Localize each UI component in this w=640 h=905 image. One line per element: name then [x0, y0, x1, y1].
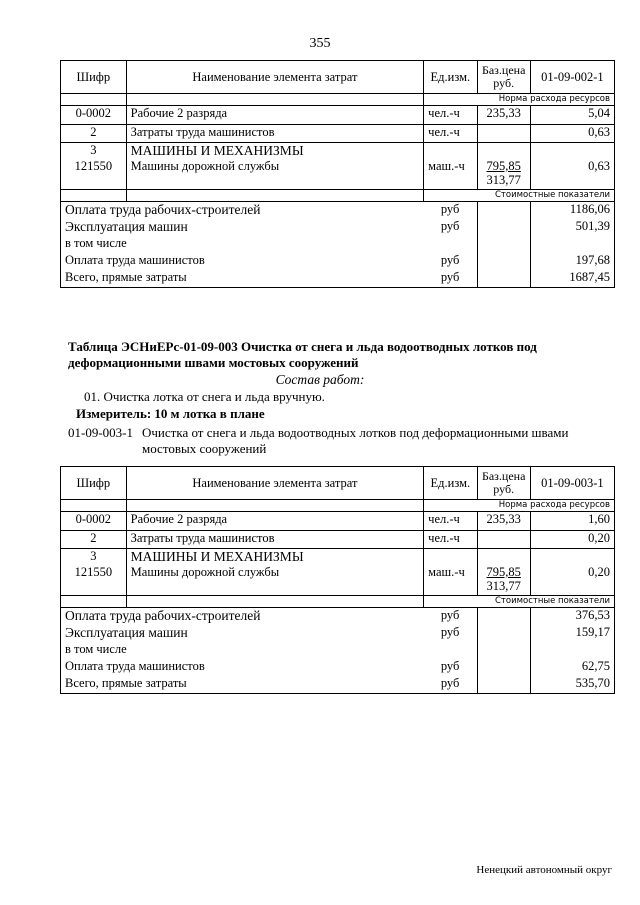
row-unit: чел.-ч	[424, 125, 477, 143]
row-name: МАШИНЫ И МЕХАНИЗМЫ	[126, 549, 424, 566]
cost-value: 501,39	[530, 219, 614, 236]
table-header-row	[61, 61, 615, 94]
row-price	[477, 159, 530, 189]
row-name: Машины дорожной службы	[126, 565, 424, 595]
cost-name: Всего, прямые затраты	[61, 676, 424, 693]
norm-label: Норма расхода ресурсов	[477, 500, 614, 512]
row-price	[477, 531, 530, 549]
row-value: 0,63	[530, 125, 614, 143]
row-name: Машины дорожной службы	[126, 159, 424, 189]
table-row	[61, 565, 615, 595]
row-unit: маш.-ч	[424, 565, 477, 595]
row-price	[477, 565, 530, 595]
cost-name: Оплата труда рабочих-строителей	[61, 607, 424, 625]
measure: Измеритель: 10 м лотка в плане	[76, 406, 265, 421]
rate-desc-line1: Очистка от снега и льда водоотводных лотков под деформационными швами	[142, 425, 569, 440]
table-row	[61, 106, 615, 125]
table-title-line2: деформационными швами мостовых сооружений	[68, 355, 359, 370]
works-title: Состав работ:	[275, 372, 365, 387]
cost-row	[61, 642, 615, 659]
price-top: 795,85	[486, 159, 521, 173]
cost-label: Стоимостные показатели	[477, 595, 614, 607]
cost-unit: руб	[424, 270, 477, 287]
cost-name: Эксплуатация машин	[61, 625, 424, 642]
table-title-line1: Таблица ЭСНиЕРс-01-09-003 Очистка от снега и льда водоотводных лотков под	[68, 339, 537, 354]
header-rate-number: 01-09-003-1	[530, 467, 614, 500]
norm-label: Норма расхода ресурсов	[477, 94, 614, 106]
row-code: 2	[61, 125, 127, 143]
cost-row	[61, 236, 615, 253]
resource-table-1	[60, 60, 615, 288]
header-rate-number: 01-09-002-1	[530, 61, 614, 94]
header-code: Шифр	[61, 467, 127, 500]
row-name: МАШИНЫ И МЕХАНИЗМЫ	[126, 143, 424, 160]
rate-code: 01-09-003-1	[68, 425, 133, 440]
row-unit: чел.-ч	[424, 531, 477, 549]
row-unit: маш.-ч	[424, 159, 477, 189]
row-name: Затраты труда машинистов	[126, 531, 424, 549]
row-price: 235,33	[477, 512, 530, 531]
price-top: 795,85	[486, 565, 521, 579]
row-value: 5,04	[530, 106, 614, 125]
cost-name: Оплата труда машинистов	[61, 253, 424, 270]
cost-unit: руб	[440, 219, 460, 233]
table-row	[61, 159, 615, 189]
row-code: 121550	[61, 565, 127, 595]
work-item: 01. Очистка лотка от снега и льда вручную.	[84, 389, 325, 404]
header-name: Наименование элемента затрат	[126, 467, 424, 500]
cost-row	[61, 676, 615, 693]
price-bottom: 313,77	[486, 173, 521, 187]
row-price	[477, 125, 530, 143]
header-basecost: Баз.цена руб.	[477, 61, 530, 94]
cost-label: Стоимостные показатели	[477, 189, 614, 201]
row-code: 0-0002	[61, 106, 127, 125]
cost-value: 1186,06	[530, 201, 614, 219]
norm-label-row	[61, 500, 615, 512]
cost-row	[61, 659, 615, 676]
cost-unit: руб	[424, 676, 477, 693]
rate-desc-line2: мостовых сооружений	[142, 441, 267, 456]
table-row	[61, 549, 615, 566]
cost-name: Оплата труда рабочих-строителей	[61, 201, 424, 219]
table-row	[61, 531, 615, 549]
price-bottom: 313,77	[486, 579, 521, 593]
cost-unit: руб	[424, 607, 477, 625]
cost-name: в том числе	[61, 642, 424, 659]
table-row	[61, 125, 615, 143]
cost-value: 197,68	[530, 253, 614, 270]
cost-name: Эксплуатация машин	[61, 219, 424, 236]
row-unit: чел.-ч	[424, 106, 477, 125]
cost-row	[61, 219, 615, 236]
row-value: 0,63	[530, 159, 614, 189]
header-basecost: Баз.цена руб.	[477, 467, 530, 500]
cost-row	[61, 253, 615, 270]
page-number: 355	[309, 36, 331, 51]
row-name: Рабочие 2 разряда	[126, 512, 424, 531]
page-footer: Ненецкий автономный округ	[476, 864, 612, 876]
row-unit: чел.-ч	[424, 512, 477, 531]
row-name: Затраты труда машинистов	[126, 125, 424, 143]
cost-value: 376,53	[530, 607, 614, 625]
cost-name: Всего, прямые затраты	[61, 270, 424, 287]
cost-row	[61, 270, 615, 287]
row-code: 2	[61, 531, 127, 549]
cost-unit: руб	[424, 201, 477, 219]
cost-value: 62,75	[530, 659, 614, 676]
cost-name: в том числе	[61, 236, 424, 253]
norm-label-row	[61, 94, 615, 106]
table-row	[61, 512, 615, 531]
row-code: 0-0002	[61, 512, 127, 531]
cost-label-row	[61, 189, 615, 201]
row-value: 1,60	[530, 512, 614, 531]
row-code: 3	[61, 549, 127, 566]
row-price: 235,33	[477, 106, 530, 125]
row-value: 0,20	[530, 565, 614, 595]
row-value: 0,20	[530, 531, 614, 549]
resource-table-2	[60, 466, 615, 694]
header-unit: Ед.изм.	[424, 61, 477, 94]
cost-unit: руб	[440, 625, 460, 639]
row-name: Рабочие 2 разряда	[126, 106, 424, 125]
table-header-row	[61, 467, 615, 500]
cost-row	[61, 201, 615, 219]
cost-value: 159,17	[530, 625, 614, 642]
row-code: 3	[61, 143, 127, 160]
cost-name: Оплата труда машинистов	[61, 659, 424, 676]
row-code: 121550	[61, 159, 127, 189]
cost-label-row	[61, 595, 615, 607]
header-code: Шифр	[61, 61, 127, 94]
cost-row	[61, 607, 615, 625]
cost-unit: руб	[440, 659, 460, 673]
cost-value: 1687,45	[530, 270, 614, 287]
header-name: Наименование элемента затрат	[126, 61, 424, 94]
cost-value: 535,70	[530, 676, 614, 693]
cost-row	[61, 625, 615, 642]
cost-unit: руб	[440, 253, 460, 267]
table-row	[61, 143, 615, 160]
header-unit: Ед.изм.	[424, 467, 477, 500]
